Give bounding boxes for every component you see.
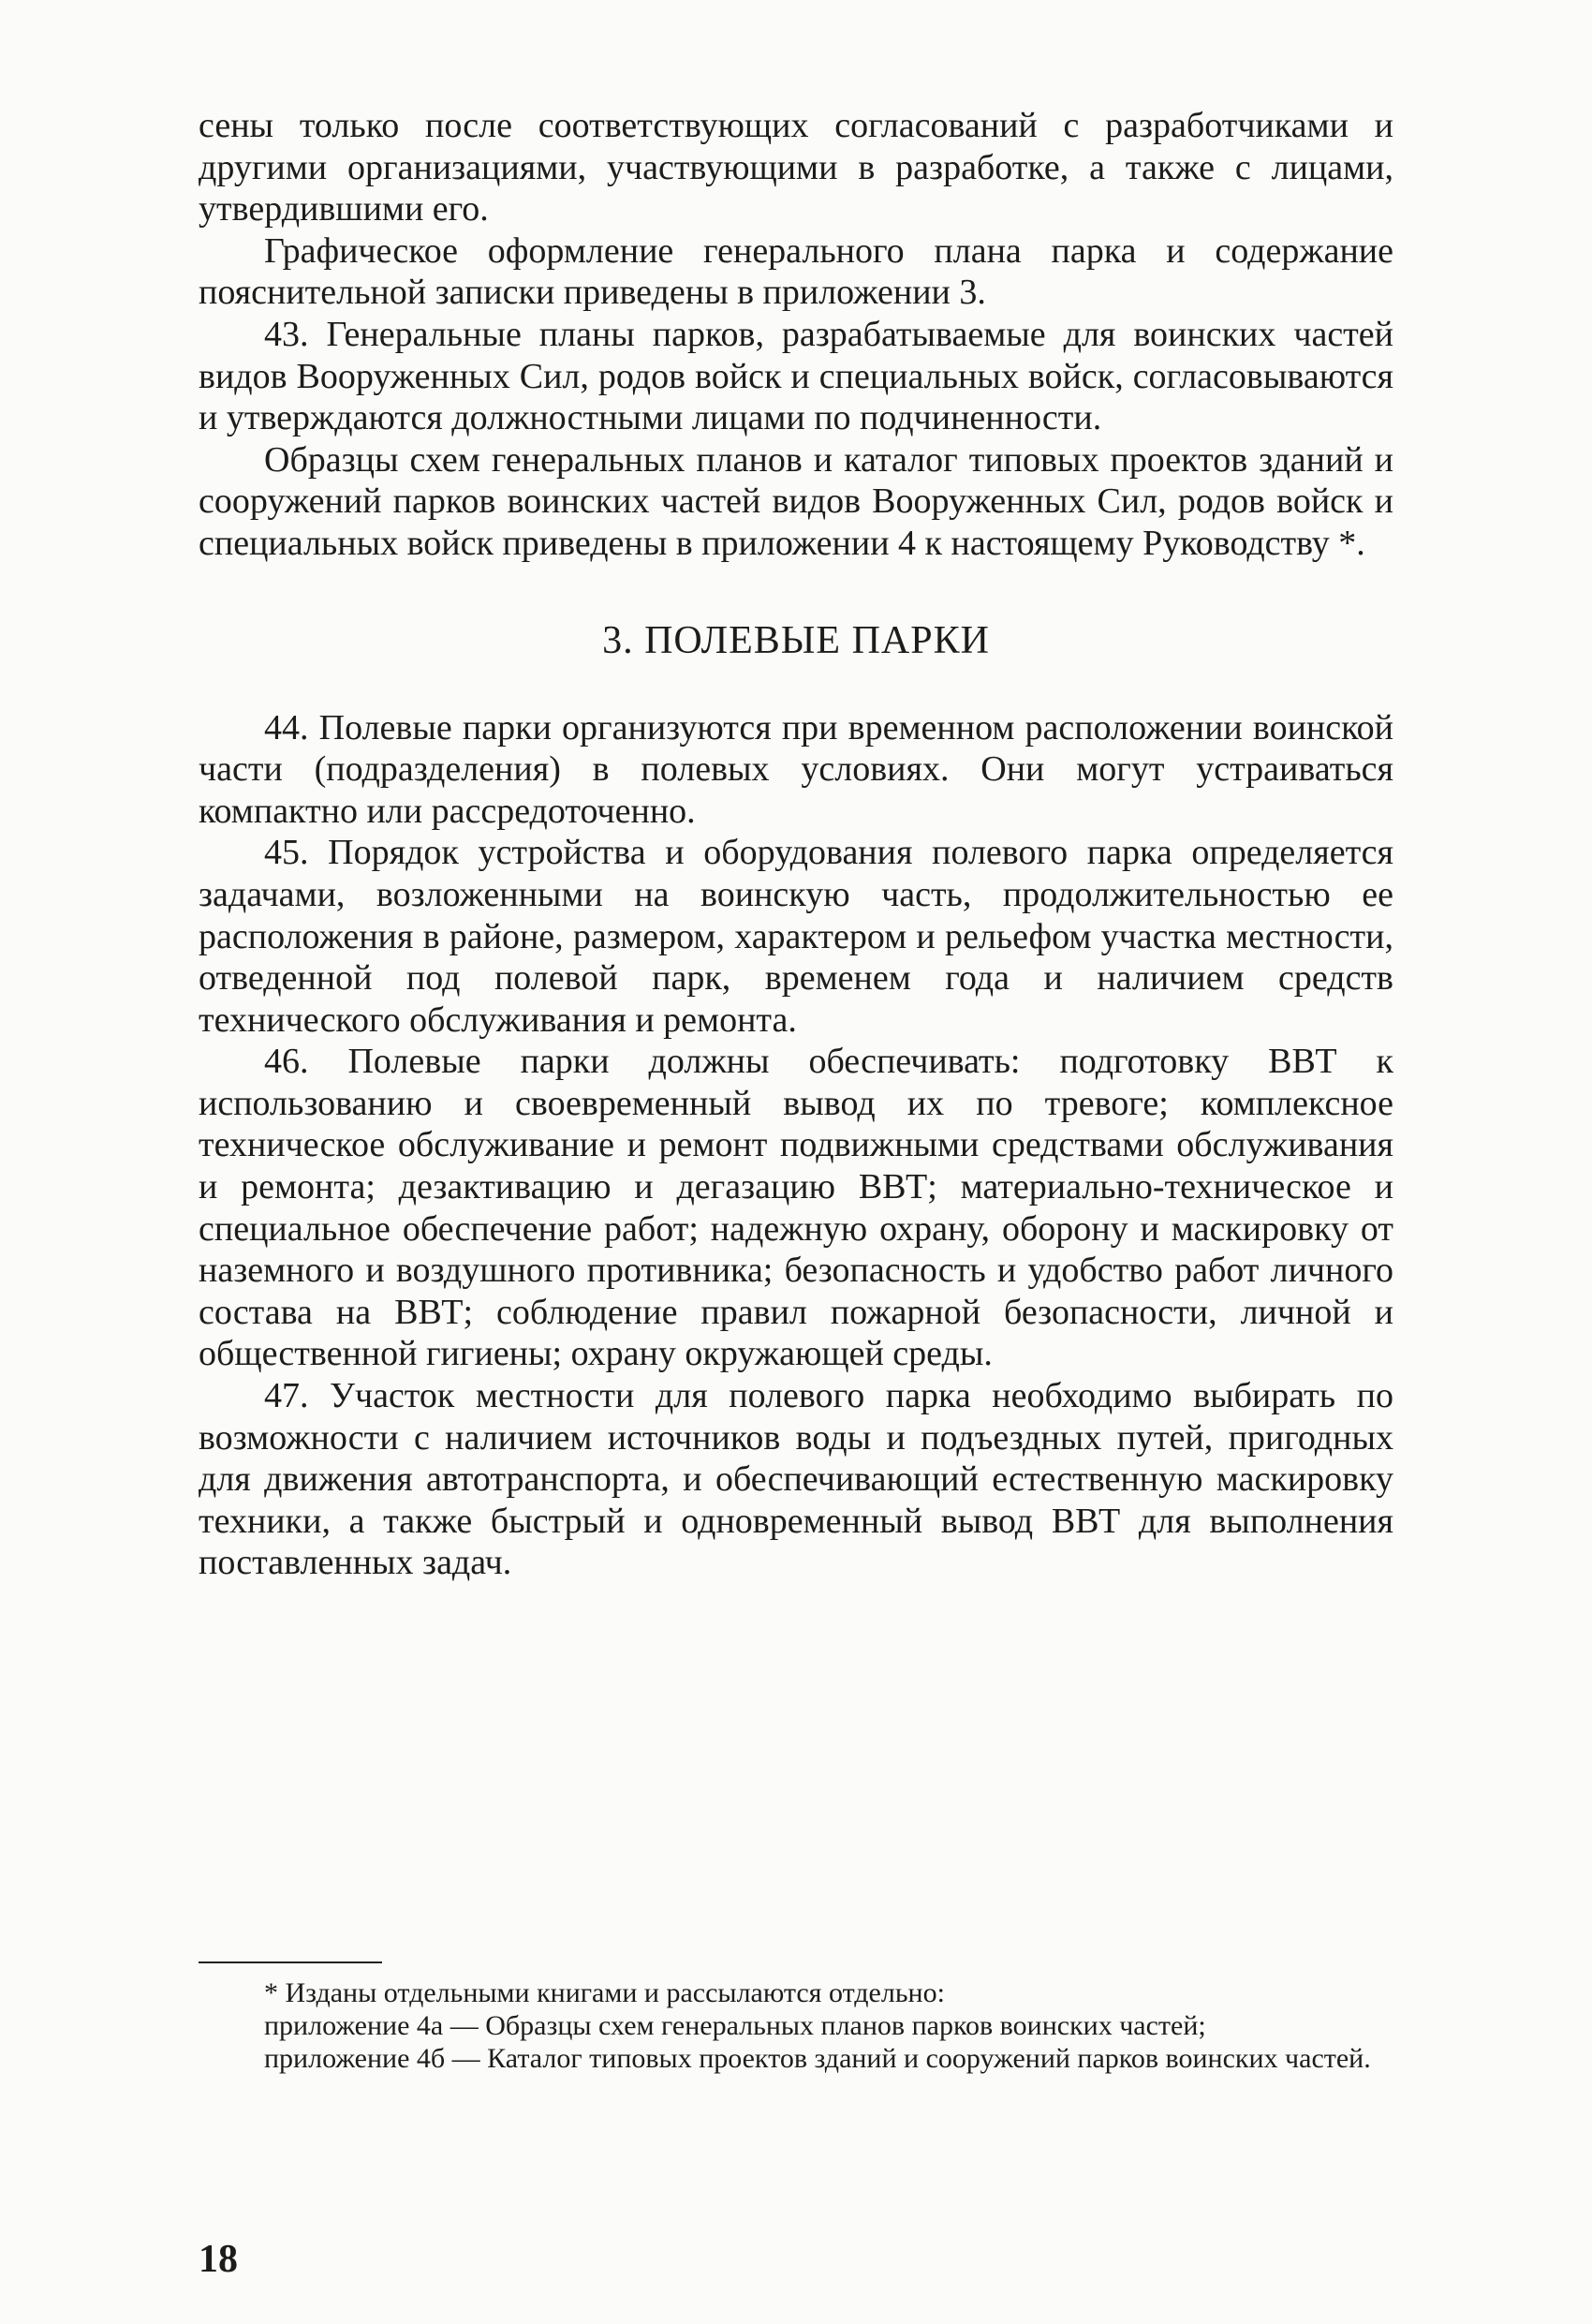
paragraph-graphic-design: Графическое оформление генерального плана парка и содержание пояснительной записки приведены в приложении 3. (199, 230, 1393, 313)
paragraph-44: 44. Полевые парки организуются при временном расположении воинской части (подразделения) в полевых условиях. Они могут устраиваться компактно или рассредоточенно. (199, 707, 1393, 831)
paragraph-45: 45. Порядок устройства и оборудования полевого парка определяется задачами, возложенными на воинскую часть, продолжительностью ее расположения в районе, размером, характером и рельефом участка местности, отведенной под полевой парк, временем года и наличием средств технического обслуживания и ремонта. (199, 833, 1393, 1040)
footnote-line: приложение 4б — Каталог типовых проектов зданий и сооружений парков воинских частей. (264, 2043, 1371, 2074)
paragraph-continuation: сены только после соответствующих согласований с разработчиками и другими организациями, участвующими в разработке, а также с лицами, утвердившими его. (199, 106, 1393, 229)
paragraph-46: 46. Полевые парки должны обеспечивать: подготовку ВВТ к использованию и своевременный вывод их по тревоге; комплексное техническое обслуживание и ремонт подвижными средствами обслуживания и ремонта; дезактивацию и дегазацию ВВТ; материально-техническое и специальное обеспечение работ; надежную охрану, оборону и маскировку от наземного и воздушного противника; безопасность и удобство работ личного состава на ВВТ; соблюдение правил пожарной безопасности, личной и общественной гигиены; охрану окружающей среды. (199, 1042, 1393, 1374)
footnotes (199, 1976, 1393, 2075)
paragraph-47: 47. Участок местности для полевого парка необходимо выбирать по возможности с наличием источников воды и подъездных путей, пригодных для движения автотранспорта, и обеспечивающий естественную маскировку техники, а также быстрый и одновременный вывод ВВТ для выполнения поставленных задач. (199, 1376, 1393, 1583)
footnote-line: * Изданы отдельными книгами и рассылаются отдельно: (264, 1977, 945, 2008)
footnote-line: приложение 4а — Образцы схем генеральных планов парков воинских частей; (264, 2010, 1206, 2041)
page-number: 18 (199, 2238, 238, 2281)
footnote-divider (199, 1961, 382, 1963)
paragraph-43: 43. Генеральные планы парков, разрабатываемые для воинских частей видов Вооруженных Сил, родов войск и специальных войск, согласовываются и утверждаются должностными лицами по подчиненности. (199, 314, 1393, 438)
section-heading: 3. ПОЛЕВЫЕ ПАРКИ (602, 618, 990, 662)
body-text (199, 105, 1393, 1584)
paragraph-samples: Образцы схем генеральных планов и каталог типовых проектов зданий и сооружений парков воинских частей видов Вооруженных Сил, родов войск и специальных войск приведены в приложении 4 к настоящему Руководству *. (199, 439, 1393, 563)
